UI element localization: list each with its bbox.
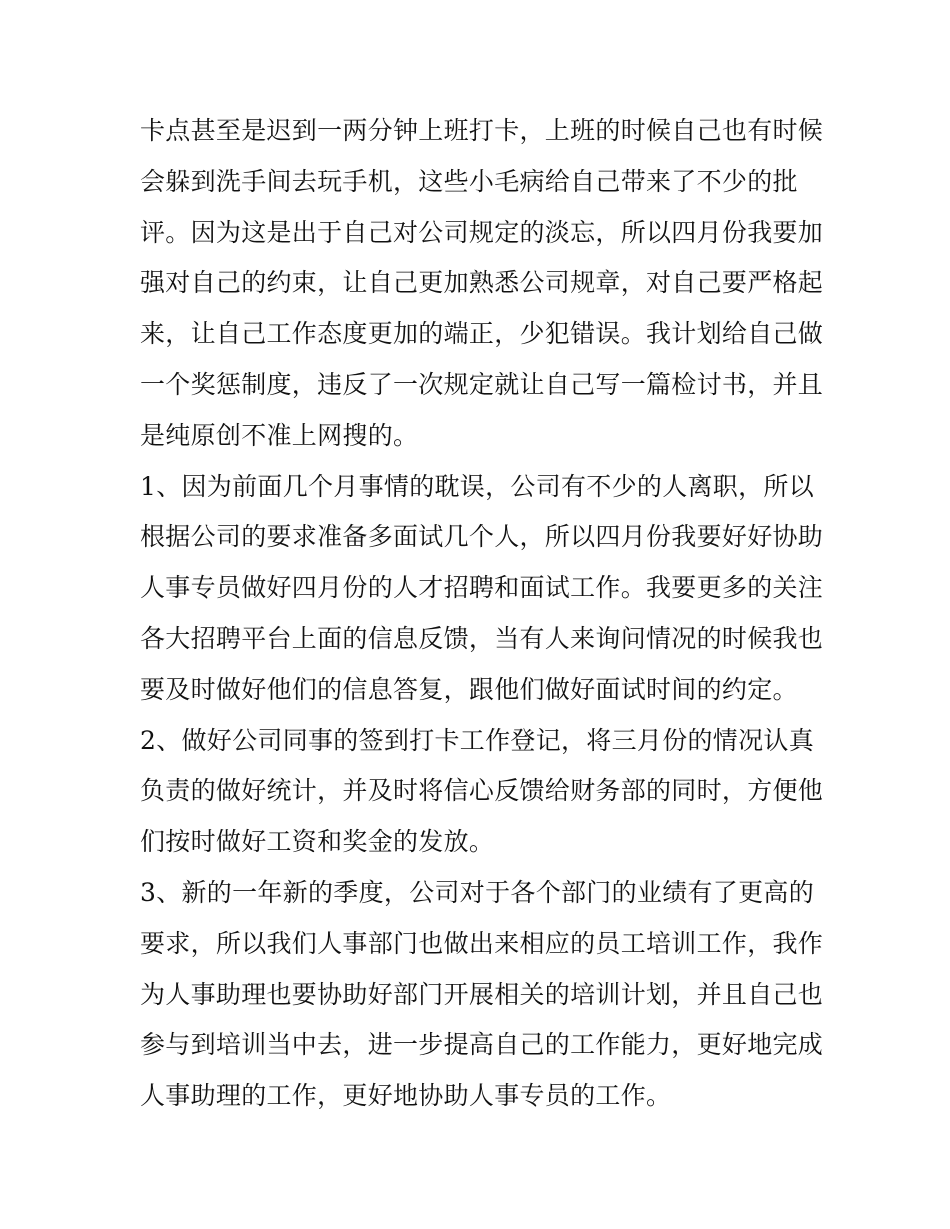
list-item-3-line: 3、新的一年新的季度，公司对于各个部门的业绩有了更高的 bbox=[140, 877, 815, 907]
list-item-2-line: 2、做好公司同事的签到打卡工作登记，将三月份的情况认真 bbox=[140, 725, 815, 755]
text-line: 人事专员做好四月份的人才招聘和面试工作。我要更多的关注 bbox=[140, 573, 824, 603]
text-line: 是纯原创不准上网搜的。 bbox=[140, 420, 419, 450]
text-line: 一个奖惩制度，违反了一次规定就让自己写一篇检讨书，并且 bbox=[140, 369, 824, 399]
list-item-1-line: 1、因为前面几个月事情的耽误，公司有不少的人离职，所以 bbox=[140, 471, 815, 501]
text-line: 各大招聘平台上面的信息反馈，当有人来询问情况的时候我也 bbox=[140, 623, 824, 653]
text-line: 根据公司的要求准备多面试几个人，所以四月份我要好好协助 bbox=[140, 522, 824, 552]
text-line: 强对自己的约束，让自己更加熟悉公司规章，对自己要严格起 bbox=[140, 268, 824, 298]
text-line: 负责的做好统计，并及时将信心反馈给财务部的同时，方便他 bbox=[140, 776, 824, 806]
text-line: 们按时做好工资和奖金的发放。 bbox=[140, 827, 495, 857]
text-line: 会躲到洗手间去玩手机，这些小毛病给自己带来了不少的批 bbox=[140, 166, 798, 196]
text-line: 要求，所以我们人事部门也做出来相应的员工培训工作，我作 bbox=[140, 928, 824, 958]
text-line: 要及时做好他们的信息答复，跟他们做好面试时间的约定。 bbox=[140, 674, 798, 704]
text-line: 评。因为这是出于自己对公司规定的淡忘，所以四月份我要加 bbox=[140, 217, 824, 247]
text-line: 卡点甚至是迟到一两分钟上班打卡，上班的时候自己也有时候 bbox=[140, 116, 824, 145]
text-line: 来，让自己工作态度更加的端正，少犯错误。我计划给自己做 bbox=[140, 319, 824, 349]
text-line: 参与到培训当中去，进一步提高自己的工作能力，更好地完成 bbox=[140, 1030, 824, 1060]
document-body bbox=[140, 106, 824, 1122]
text-line: 为人事助理也要协助好部门开展相关的培训计划，并且自己也 bbox=[140, 979, 824, 1009]
text-line: 人事助理的工作，更好地协助人事专员的工作。 bbox=[140, 1081, 672, 1111]
